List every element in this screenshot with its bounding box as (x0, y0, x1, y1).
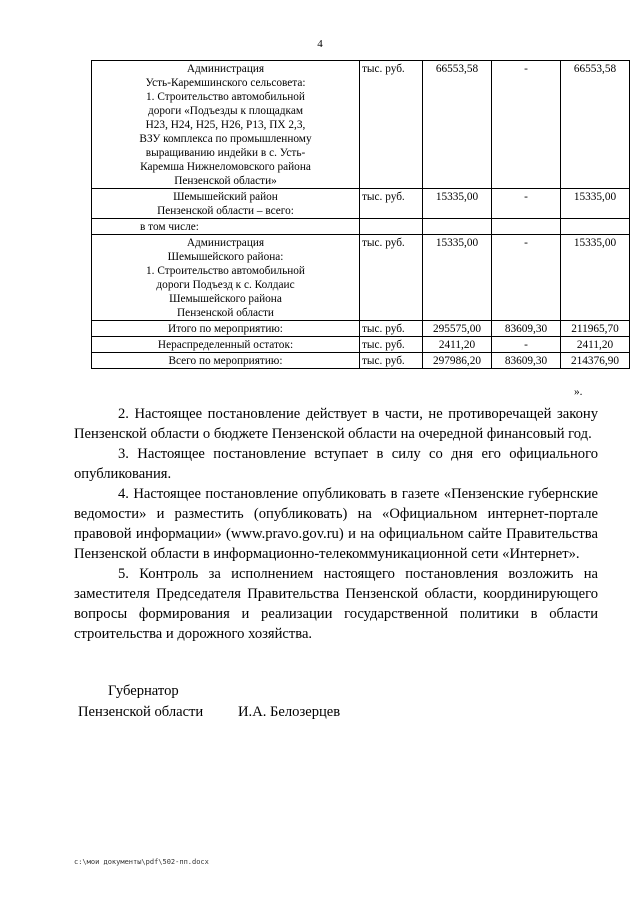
unit-cell: тыс. руб. (360, 353, 423, 369)
row-name-line: Усть-Каремшинского сельсовета: (145, 77, 306, 89)
row-name-line: Пензенской области» (174, 175, 277, 187)
file-path: c:\мои документы\pdf\502-пп.docx (74, 858, 209, 866)
total-cell: 15335,00 (423, 189, 492, 219)
signature-title: Губернатор (108, 683, 179, 699)
row-name-cell (92, 219, 360, 235)
total-cell: 15335,00 (423, 235, 492, 321)
row-name-line: Пензенской области (177, 307, 274, 319)
paragraph: 4. Настоящее постановление опубликовать в газете «Пензенские губернские ведомости» и разместить (опубликовать) на «Официальном интернет-портале правовой информации» (www.pravo.gov.ru) и на официальном сайте Правительства Пензенской области в информационно-телекоммуникационной сети «Интернет». (74, 486, 598, 562)
unit-cell: тыс. руб. (360, 337, 423, 353)
total-cell: 66553,58 (423, 61, 492, 189)
regional-cell: 15335,00 (561, 235, 630, 321)
total-cell: 295575,00 (423, 321, 492, 337)
row-name-line: Пензенской области – всего: (157, 205, 294, 217)
row-name-line: дороги Подъезд к с. Колдаис (156, 279, 295, 291)
row-name-line: Нераспределенный остаток: (157, 339, 294, 351)
unit-cell (360, 219, 423, 235)
unit-cell: тыс. руб. (360, 61, 423, 189)
regional-cell: 15335,00 (561, 189, 630, 219)
row-name-line: Каремша Нижнеломовского района (140, 161, 311, 173)
row-name-line: 1. Строительство автомобильной (146, 265, 305, 277)
unit-cell: тыс. руб. (360, 321, 423, 337)
row-name-cell (92, 321, 360, 337)
row-name-line: дороги «Подъезды к площадкам (147, 105, 304, 117)
row-name-line: Всего по мероприятию: (168, 355, 283, 367)
signature-name: И.А. Белозерцев (238, 704, 341, 720)
table-body (92, 61, 630, 369)
table-row (92, 353, 630, 369)
table-row (92, 219, 630, 235)
table-row (92, 189, 630, 219)
row-name-line: Шемышейского района: (167, 251, 284, 263)
row-name-line: Н23, Н24, Н25, Н26, Р13, ПХ 2,3, (145, 119, 306, 131)
federal-cell: - (492, 61, 561, 189)
federal-cell: - (492, 189, 561, 219)
row-name-cell (92, 61, 360, 189)
row-name-line: выращиванию индейки в с. Усть- (145, 147, 306, 159)
regional-cell: 66553,58 (561, 61, 630, 189)
paragraph: 2. Настоящее постановление действует в части, не противоречащей закону Пензенской области о бюджете Пензенской области на очередной финансовый год. (74, 406, 598, 442)
paragraph: 3. Настоящее постановление вступает в силу со дня его официального опубликования. (74, 446, 598, 482)
row-name-line: Администрация (186, 63, 265, 75)
table-row (92, 235, 630, 321)
row-name-line: Шемышейского района (169, 293, 282, 305)
total-cell: 2411,20 (423, 337, 492, 353)
budget-table (91, 60, 630, 369)
signature-region: Пензенской области (78, 704, 204, 720)
regional-cell: 2411,20 (561, 337, 630, 353)
row-name-cell (92, 353, 360, 369)
unit-cell: тыс. руб. (360, 235, 423, 321)
unit-cell: тыс. руб. (360, 189, 423, 219)
row-name-line: 1. Строительство автомобильной (146, 91, 305, 103)
federal-cell: - (492, 235, 561, 321)
regional-cell (561, 219, 630, 235)
resolution-paragraphs (74, 404, 598, 644)
table-row (92, 337, 630, 353)
federal-cell: 83609,30 (492, 353, 561, 369)
federal-cell: 83609,30 (492, 321, 561, 337)
row-name-cell (92, 337, 360, 353)
row-name-line: Администрация (186, 237, 265, 249)
federal-cell: - (492, 337, 561, 353)
table-row (92, 321, 630, 337)
total-cell: 297986,20 (423, 353, 492, 369)
page-number: 4 (317, 38, 323, 50)
table-row (92, 61, 630, 189)
total-cell (423, 219, 492, 235)
federal-cell (492, 219, 561, 235)
row-name-cell (92, 189, 360, 219)
closing-quote: ». (574, 386, 583, 398)
regional-cell: 211965,70 (561, 321, 630, 337)
row-name-line: Итого по мероприятию: (168, 323, 283, 335)
row-name-line: Шемышейский район (173, 191, 278, 203)
regional-cell: 214376,90 (561, 353, 630, 369)
row-name-line: в том числе: (140, 221, 199, 233)
row-name-line: ВЗУ комплекса по промышленному (139, 133, 312, 145)
paragraph: 5. Контроль за исполнением настоящего постановления возложить на заместителя Председателя Правительства Пензенской области, координирующего вопросы формирования и реализации государственной политики в области строительства и дорожного хозяйства. (74, 566, 598, 642)
row-name-cell (92, 235, 360, 321)
